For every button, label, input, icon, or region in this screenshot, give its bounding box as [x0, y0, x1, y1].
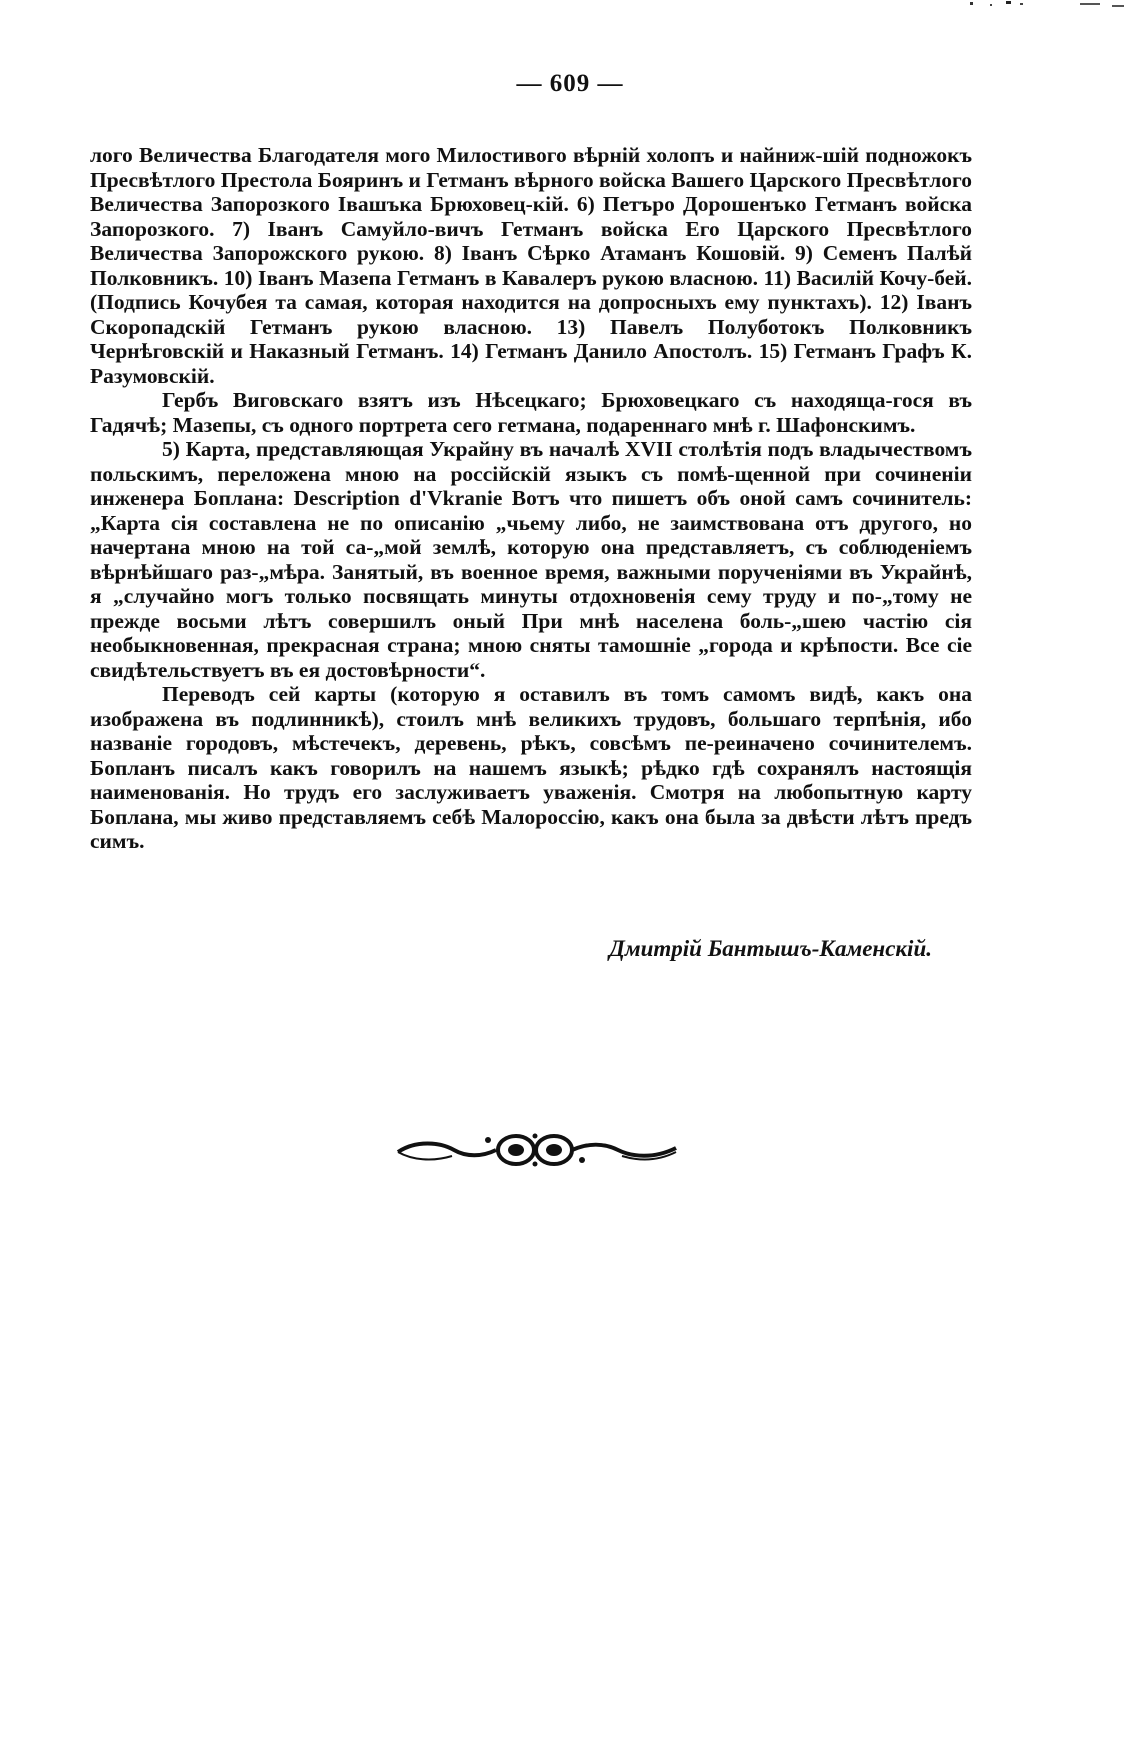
- page-number: — 609 —: [516, 70, 624, 97]
- print-specks-decoration: [962, 0, 1132, 14]
- author-signature: Дмитрій Бантышъ-Каменскій.: [609, 936, 932, 961]
- paragraph-map-translation: Переводъ сей карты (которую я оставилъ въ томъ самомъ видѣ, какъ она изображена въ подлинникѣ), стоилъ мнѣ великихъ трудовъ, большаго терпѣнія, ибо названіе городовъ, мѣстечекъ, деревень, рѣкъ, совсѣмъ пе-реиначено сочинителемъ. Бопланъ писалъ какъ говорилъ на нашемъ языкѣ; рѣдко гдѣ сохранялъ настоящія наименованія. Но трудъ его заслуживаетъ уваженія. Смотря на любопытную карту Боплана, мы живо представляемъ себѣ Малороссію, какъ она была за двѣсти лѣтъ предъ симъ.: [90, 682, 972, 853]
- paragraph-map-description: 5) Карта, представляющая Украйну въ началѣ XVII столѣтія подъ владычествомъ польскимъ, переложена мною на россійскій языкъ съ помѣ-щенной при сочиненіи инженера Боплана: Description d'Vkranie Вотъ что пишетъ объ оной самъ сочинитель: „Карта сія составлена не по описанію „чьему либо, не заимствована отъ другого, но начертана мною на той са-„мой землѣ, которую она представляетъ, съ соблюденіемъ вѣрнѣйшаго раз-„мѣра. Занятый, въ военное время, важными порученіями въ Украйнѣ, я „случайно могъ только посвящать минуты отдохновенія сему труду и по-„тому не прежде восьми лѣтъ совершилъ оный При мнѣ населена боль-„шею частію сія необыкновенная, прекрасная страна; мною сняты тамошніе „города и крѣпости. Все сіе свидѣтельствуетъ въ ея достовѣрности“.: [90, 437, 972, 682]
- scroll-ornament-icon: [392, 1130, 682, 1170]
- body-text: [90, 143, 972, 854]
- paragraph-coats-of-arms: Гербъ Виговскаго взятъ изъ Нѣсецкаго; Брюховецкаго съ находяща-гося въ Гадячѣ; Мазепы, съ одного портрета сего гетмана, подареннаго мнѣ г. Шафонскимъ.: [90, 388, 972, 437]
- paragraph-signatories-list: лого Величества Благодателя мого Милостивого вѣрній холопъ и найниж-шій подножокъ Пресвѣтлого Престола Бояринъ и Гетманъ вѣрного войска Вашего Царского Пресвѣтлого Величества Запорозкого Івашъка Брюховец-кій. 6) Петъро Дорошенъко Гетманъ войска Запорозкого. 7) Іванъ Самуйло-вичъ Гетманъ войска Его Царского Пресвѣтлого Величества Запорожского рукою. 8) Іванъ Сѣрко Атаманъ Кошовій. 9) Семенъ Палѣй Полковникъ. 10) Іванъ Мазепа Гетманъ в Кавалеръ рукою власною. 11) Василій Кочу-бей. (Подпись Кочубея та самая, которая находится на допросныхъ ему пунктахъ). 12) Іванъ Скоропадскій Гетманъ рукою власною. 13) Павелъ Полуботокъ Полковникъ Чернѣговскій и Наказный Гетманъ. 14) Гетманъ Данило Апостолъ. 15) Гетманъ Графъ К. Разумовскій.: [90, 143, 972, 388]
